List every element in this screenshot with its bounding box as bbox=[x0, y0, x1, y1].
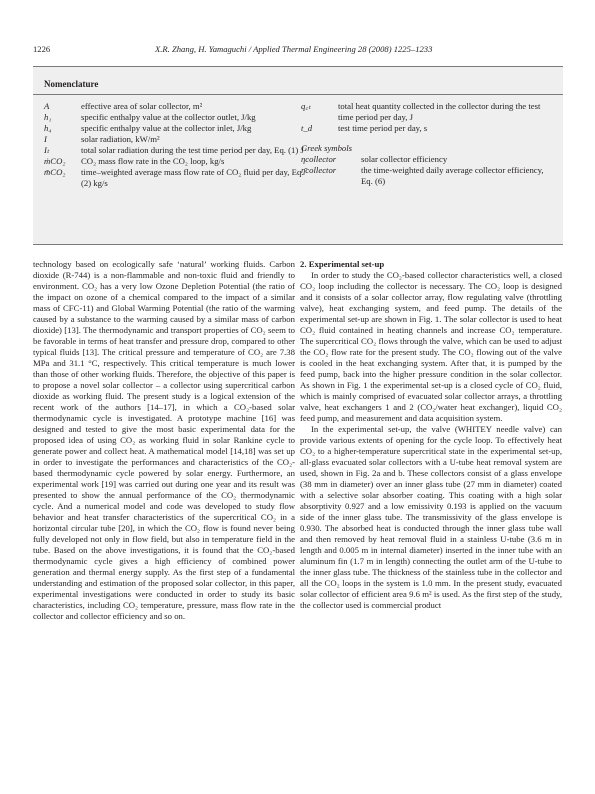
nomenclature-entry bbox=[44, 134, 306, 145]
nomenclature-entry bbox=[44, 156, 306, 167]
symbol: I bbox=[44, 134, 47, 144]
nomenclature-entry bbox=[301, 101, 553, 123]
body-paragraph: technology based on ecologically safe ‘natural’ working fluids. Carbon dioxide (R-744) is a non-flammable and non-toxic fluid and friendly to environment. CO₂ has a very low Ozone Depletion Potential (the ratio of the impact on ozone of a chemical compared to the impact of a similar mass of CFC-11) and Global Warming Potential (the ratio of the warming caused by a substance to the warming caused by a similar mass of carbon dioxide) [13]. The thermodynamic and transport properties of CO₂ seem to be favorable in terms of heat transfer and pressure drop, compared to other typical fluids [13]. The critical pressure and temperature of CO₂ are 7.38 MPa and 31.1 °C, respectively. This critical temperature is much lower than those of other working fluids. Therefore, the objective of this paper is to propose a novel solar collector – a collector using supercritical carbon dioxide as working fluid. The present study is a logical extension of the recent work of the authors [14–17], in which a CO₂-based solar thermodynamic cycle is investigated. A prototype machine [16] was designed and tested to give the most basic experimental data for the proposed idea of using CO₂ as working fluid in solar Rankine cycle to generate power and collect heat. A mathematical model [14,18] was set up in order to investigate the performances and characteristics of the CO₂-based thermodynamic cycle powered by solar energy. Furthermore, an experimental work [19] was carried out during one year and its result was presented to show the annual performance of the CO₂ thermodynamic cycle. And a numerical model and code was developed to study flow behavior and heat transfer characteristics of the supercritical CO₂ in a horizontal circular tube [20], in which the CO₂ flow is found never being fully developed not only in flow field, but also in temperature field in the tube. Based on the above investigations, it is found that the CO₂-based thermodynamic cycle gives a high efficiency of combined power generation and thermal energy supply. As the first step of a fundamental understanding and estimation of the proposed solar collector, in this paper, experimental investigations were conducted in order to study its basic characteristics, including CO₂ temperature, pressure, mass flow rate in the collector and collector efficiency and so on. bbox=[33, 259, 295, 621]
definition: total solar radiation during the test time period per day, Eq. (1) J bbox=[81, 145, 304, 155]
nomenclature-left-column bbox=[44, 101, 306, 189]
nomenclature-right-column bbox=[301, 101, 553, 187]
symbol: h₄ bbox=[44, 123, 52, 133]
definition: total heat quantity collected in the collector during the test time period per day, J bbox=[338, 101, 541, 122]
nomenclature-entry bbox=[301, 165, 553, 187]
running-head: X.R. Zhang, H. Yamaguchi / Applied Thermal Engineering 28 (2008) 1225–1233 bbox=[155, 44, 433, 54]
definition: the time-weighted daily average collector efficiency, Eq. (6) bbox=[361, 165, 544, 186]
nomenclature-rule bbox=[33, 94, 563, 95]
definition: solar radiation, kW/m² bbox=[81, 134, 160, 144]
left-column bbox=[33, 259, 295, 622]
symbol: A bbox=[44, 101, 50, 111]
symbol: m̄CO₂ bbox=[44, 167, 66, 177]
nomenclature-entry bbox=[44, 145, 306, 156]
nomenclature-entry bbox=[301, 154, 553, 165]
nomenclature-entry bbox=[44, 112, 306, 123]
greek-symbols-heading: Greek symbols bbox=[301, 143, 353, 153]
body-paragraph: In order to study the CO₂-based collector characteristics well, a closed CO₂ loop including the collector is necessary. The CO₂ loop is designed and it consists of a solar collector array, flow regulating valve (throttling valve), heat exchanging system, and feed pump. The details of the experimental set-up are shown in Fig. 1. The solar collector is used to heat CO₂ fluid contained in heating channels and increase CO₂ temperature. The supercritical CO₂ flows through the valve, which can be used to adjust the CO₂ flow rate for the present study. The CO₂ flowing out of the valve is cooled in the heat exchanging system. After that, it is pumped by the feed pump, back into the higher pressure condition in the solar collector. As shown in Fig. 1 the experimental set-up is a closed cycle of CO₂ fluid, which is mainly comprised of evacuated solar collector arrays, a throttling valve, heat exchangers 1 and 2 (CO₂/water heat exchanger), liquid CO₂ feed pump, and measurement and data acquisition system. bbox=[300, 270, 562, 423]
symbol: t_d bbox=[301, 123, 313, 133]
definition: time–weighted average mass flow rate of CO₂ fluid per day, Eq. (2) kg/s bbox=[81, 167, 304, 188]
symbol: ṁCO₂ bbox=[44, 156, 66, 166]
nomenclature-entry bbox=[44, 123, 306, 134]
nomenclature-box bbox=[33, 66, 563, 245]
section-heading: 2. Experimental set-up bbox=[300, 259, 385, 269]
page-number: 1226 bbox=[33, 44, 51, 54]
definition: specific enthalpy value at the collector outlet, J/kg bbox=[81, 112, 256, 122]
definition: specific enthalpy value at the collector inlet, J/kg bbox=[81, 123, 252, 133]
symbol: h₁ bbox=[44, 112, 52, 122]
body-paragraph: In the experimental set-up, the valve (WHITEY needle valve) can provide various extents of opening for the cycle loop. To effectively heat CO₂ to a higher-temperature supercritical state in the experimental set-up, all-glass evacuated solar collectors with a U-tube heat removal system are used, shown in Fig. 2a and b. These collectors consist of a glass envelope (38 mm in diameter) over an inner glass tube (27 mm in diameter) coated with a selective solar absorber coating. This coating with a high solar absorptivity 0.927 and a low emissivity 0.193 is applied on the vacuum side of the inner glass tube. The transmissivity of the glass envelope is 0.930. The absorbed heat is conducted through the inner glass tube wall and then removed by heat removal fluid in a stainless U-tube (3.6 m in length and 0.005 m in internal diameter) inserted in the inner tube with an aluminum fin (1.7 m in length) connecting the outlet arm of the U-tube to the inner glass tube. The thickness of the stainless tube in the collector and all the CO₂ loops in the system is 1.0 mm. In the present study, evacuated solar collector of efficient area 9.6 m² is used. As the first step of the study, the collector used is commercial product bbox=[300, 424, 562, 610]
symbol: η̄collector bbox=[301, 165, 337, 175]
definition: effective area of solar collector, m² bbox=[81, 101, 203, 111]
symbol: ηcollector bbox=[301, 154, 337, 164]
definition: test time period per day, s bbox=[338, 123, 428, 133]
right-column bbox=[300, 259, 562, 611]
definition: CO₂ mass flow rate in the CO₂ loop, kg/s bbox=[81, 156, 225, 166]
nomenclature-title: Nomenclature bbox=[44, 79, 99, 89]
nomenclature-entry bbox=[44, 167, 306, 189]
symbol: q꜀ₜ bbox=[301, 101, 311, 111]
symbol: Iₜ bbox=[44, 145, 50, 155]
definition: solar collector efficiency bbox=[361, 154, 448, 164]
nomenclature-entry bbox=[301, 123, 553, 134]
nomenclature-entry bbox=[44, 101, 306, 112]
